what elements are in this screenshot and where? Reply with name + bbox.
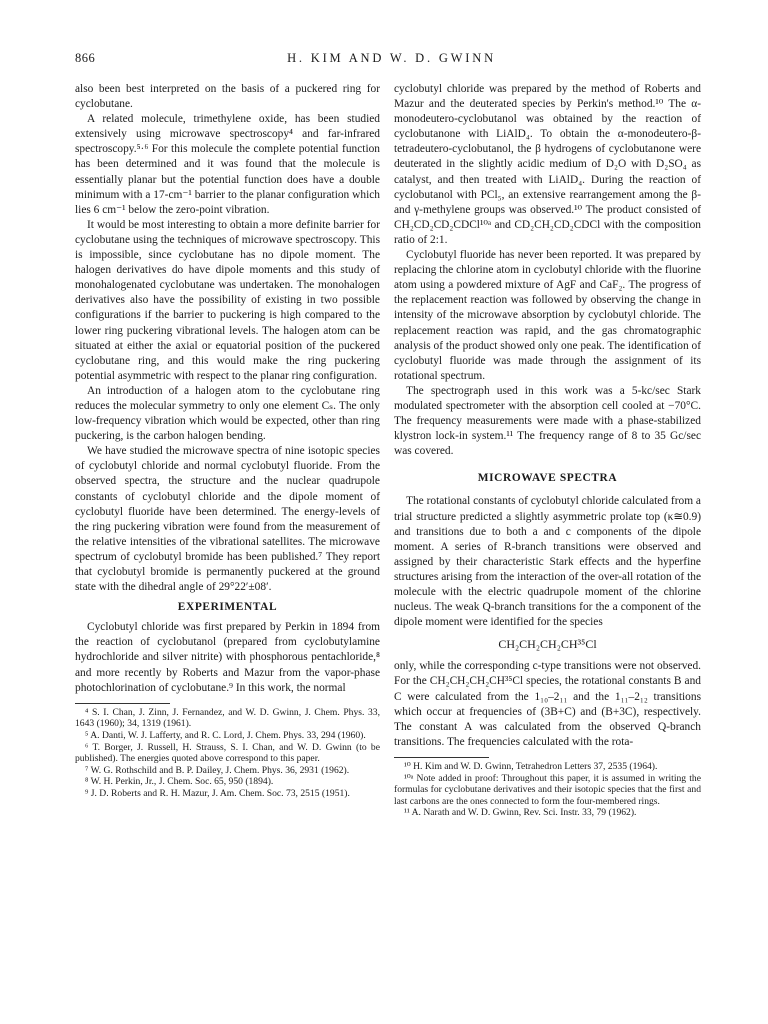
footnote: ¹⁰ H. Kim and W. D. Gwinn, Tetrahedron Letters 37, 2535 (1964).: [404, 760, 658, 772]
footnote: ¹⁰ᵃ Note added in proof: Throughout this paper, it is assumed in writing the formulas for cyclobutane derivatives and their isotopic species that the first and last carbons are the ones connected to form the four-membered rings.: [394, 772, 701, 807]
paragraph: only, while the corresponding c-type transitions were not observed. For the CH₂CH₂CH₂CH³⁵Cl species, the rotational constants B and C were calculated from the 1₁₀–2₁₁ and the 1₁₁–2₁₂ transitions which occur at frequencies of (3B+C) and (B+3C), respectively. The constant A was calculated from the observed Q-branch transitions. The frequencies calculated with the rota-: [394, 660, 701, 748]
footnote-rule: [394, 757, 489, 758]
paragraph: A related molecule, trimethylene oxide, has been studied extensively using microwave spectroscopy⁴ and far-infrared spectroscopy.⁵·⁶ For this molecule the complete potential function has been determined and it was found that the molecule is essentially planar but the potential function does have a double minimum with a 17-cm⁻¹ barrier to the planar configuration which lies 6 cm⁻¹ below the zero-point vibration.: [75, 113, 380, 216]
footnote: ⁶ T. Borger, J. Russell, H. Strauss, S. I. Chan, and W. D. Gwinn (to be published). The energies quoted above correspond to this paper.: [75, 741, 380, 765]
paragraph: It would be most interesting to obtain a more definite barrier for cyclobutane using the techniques of microwave spectroscopy. This is impossible, since cyclobutane has no dipole moment. The halogen derivatives do have dipole moments and this study of monohalogenated cyclobutane was undertaken. The monohalogen derivatives also have the possibility of existing in two possible configurations if the barrier to puckering is high compared to the lower ring puckering vibrational levels. The halogen atom can be situated at either the axial or equatorial position of the puckered cyclobutane ring, and this would make the ring puckering potential asymmetric with respect to the planar ring configuration.: [75, 218, 380, 382]
paragraph: An introduction of a halogen atom to the cyclobutane ring reduces the molecular symmetry to only one element Cₛ. The only low-frequency vibration which would be expected, other than ring puckering, is the carbon halogen bending.: [75, 384, 380, 443]
paragraph: also been best interpreted on the basis of a puckered ring for cyclobutane.: [75, 83, 380, 111]
paragraph: Cyclobutyl fluoride has never been reported. It was prepared by replacing the chlorine atom in cyclobutyl chloride with the fluorine atom using a powdered mixture of AgF and CaF₂. The progress of the replacement reaction was followed by observing the change in intensity of the microwave absorption by cyclobutyl chloride. The replacement reaction was rapid, and the gas chromatographic analysis of the product showed only one peak. The identification of cyclobutyl fluoride was made through the assignment of its rotational spectrum.: [394, 249, 701, 382]
paragraph: Cyclobutyl chloride was first prepared by Perkin in 1894 from the reaction of cyclobutanol (prepared from cyclobutylamine hydrochloride and silver nitrite) with phosphorous pentachloride,⁸ and more recently by Roberts and Mazur from the vapor-phase photochlorination of cyclobutane.⁹ In this work, the normal: [75, 621, 380, 694]
footnote: ¹¹ A. Narath and W. D. Gwinn, Rev. Sci. Instr. 33, 79 (1962).: [404, 807, 637, 819]
chemical-formula: CH₂CH₂CH₂CH³⁵Cl: [498, 637, 597, 652]
footnote: ⁷ W. G. Rothschild and B. P. Dailey, J. Chem. Phys. 36, 2931 (1962).: [85, 764, 350, 776]
left-column: [75, 82, 380, 800]
section-heading-experimental: EXPERIMENTAL: [177, 601, 278, 614]
footnote-rule: [75, 703, 170, 704]
footnote: ⁹ J. D. Roberts and R. H. Mazur, J. Am. Chem. Soc. 73, 2515 (1951).: [85, 787, 350, 799]
footnote: ⁵ A. Danti, W. J. Lafferty, and R. C. Lord, J. Chem. Phys. 33, 294 (1960).: [85, 729, 366, 741]
paragraph: We have studied the microwave spectra of nine isotopic species of cyclobutyl chloride and normal cyclobutyl fluoride. From the observed spectra, the structure and the nuclear quadrupole constants of cyclobutyl chloride and the dipole moment of cyclobutyl fluoride have been determined. The energy-levels of the ring puckering vibration were found from the measurement of the relative intensities of the vibrational satellites. The microwave spectrum of cyclobutyl bromide has been published.⁷ They report that cyclobutyl bromide is permanently puckered at the ground state with the dihedral angle of 29°22′±08′.: [75, 445, 380, 594]
right-column: [394, 82, 701, 819]
running-header: [75, 51, 708, 69]
paragraph: The rotational constants of cyclobutyl chloride calculated from a trial structure predicted a slightly asymmetric prolate top (κ≅0.9) and transitions due to both a and c components of the dipole moment. A series of R-branch transitions were observed and assigned by their characteristic Stark effects and the hyperfine structures arising from the interaction of the over-all rotation of the molecule with the electric quadrupole moment of the chlorine nucleus. The weak Q-branch transitions for the a component of the dipole moment were identified for the species: [394, 495, 701, 629]
footnote: ⁸ W. H. Perkin, Jr., J. Chem. Soc. 65, 950 (1894).: [85, 776, 274, 788]
paragraph: cyclobutyl chloride was prepared by the method of Roberts and Mazur and the deuterated species by Perkin's method.¹⁰ The α-monodeutero-cyclobutanol was obtained by the reaction of cyclobutanone with LiAlD₄. To obtain the α-monodeutero-β-tetradeutero-cyclobutanol, the β hydrogens of cyclobutanone were deuterated in the slightly acidic medium of D₂O with D₂SO₄ as catalyst, and then treated with LiAlD₄. During the reaction of cyclobutanol with PCl₅, an extensive rearrangement among the β- and γ-methylene groups was observed.¹⁰ The product consisted of CH₂CD₂CD₂CDCl¹⁰ᵃ and CD₂CH₂CD₂CDCl with the composition ratio of 2:1.: [394, 83, 701, 246]
footnote: ⁴ S. I. Chan, J. Zinn, J. Fernandez, and W. D. Gwinn, J. Chem. Phys. 33, 1643 (1960); 34, 1319 (1961).: [75, 706, 380, 730]
section-heading-microwave-spectra: MICROWAVE SPECTRA: [477, 472, 618, 485]
footnotes: [394, 761, 701, 819]
footnotes: [75, 707, 380, 800]
running-title: H. KIM AND W. D. GWINN: [287, 51, 496, 65]
page-number: 866: [75, 51, 96, 65]
paragraph: The spectrograph used in this work was a 5-kc/sec Stark modulated spectrometer with the absorption cell cooled at −70°C. The frequency measurements were made with a phase-stabilized klystron lock-in system.¹¹ The frequency range of 8 to 35 Gc/sec was covered.: [394, 384, 701, 458]
